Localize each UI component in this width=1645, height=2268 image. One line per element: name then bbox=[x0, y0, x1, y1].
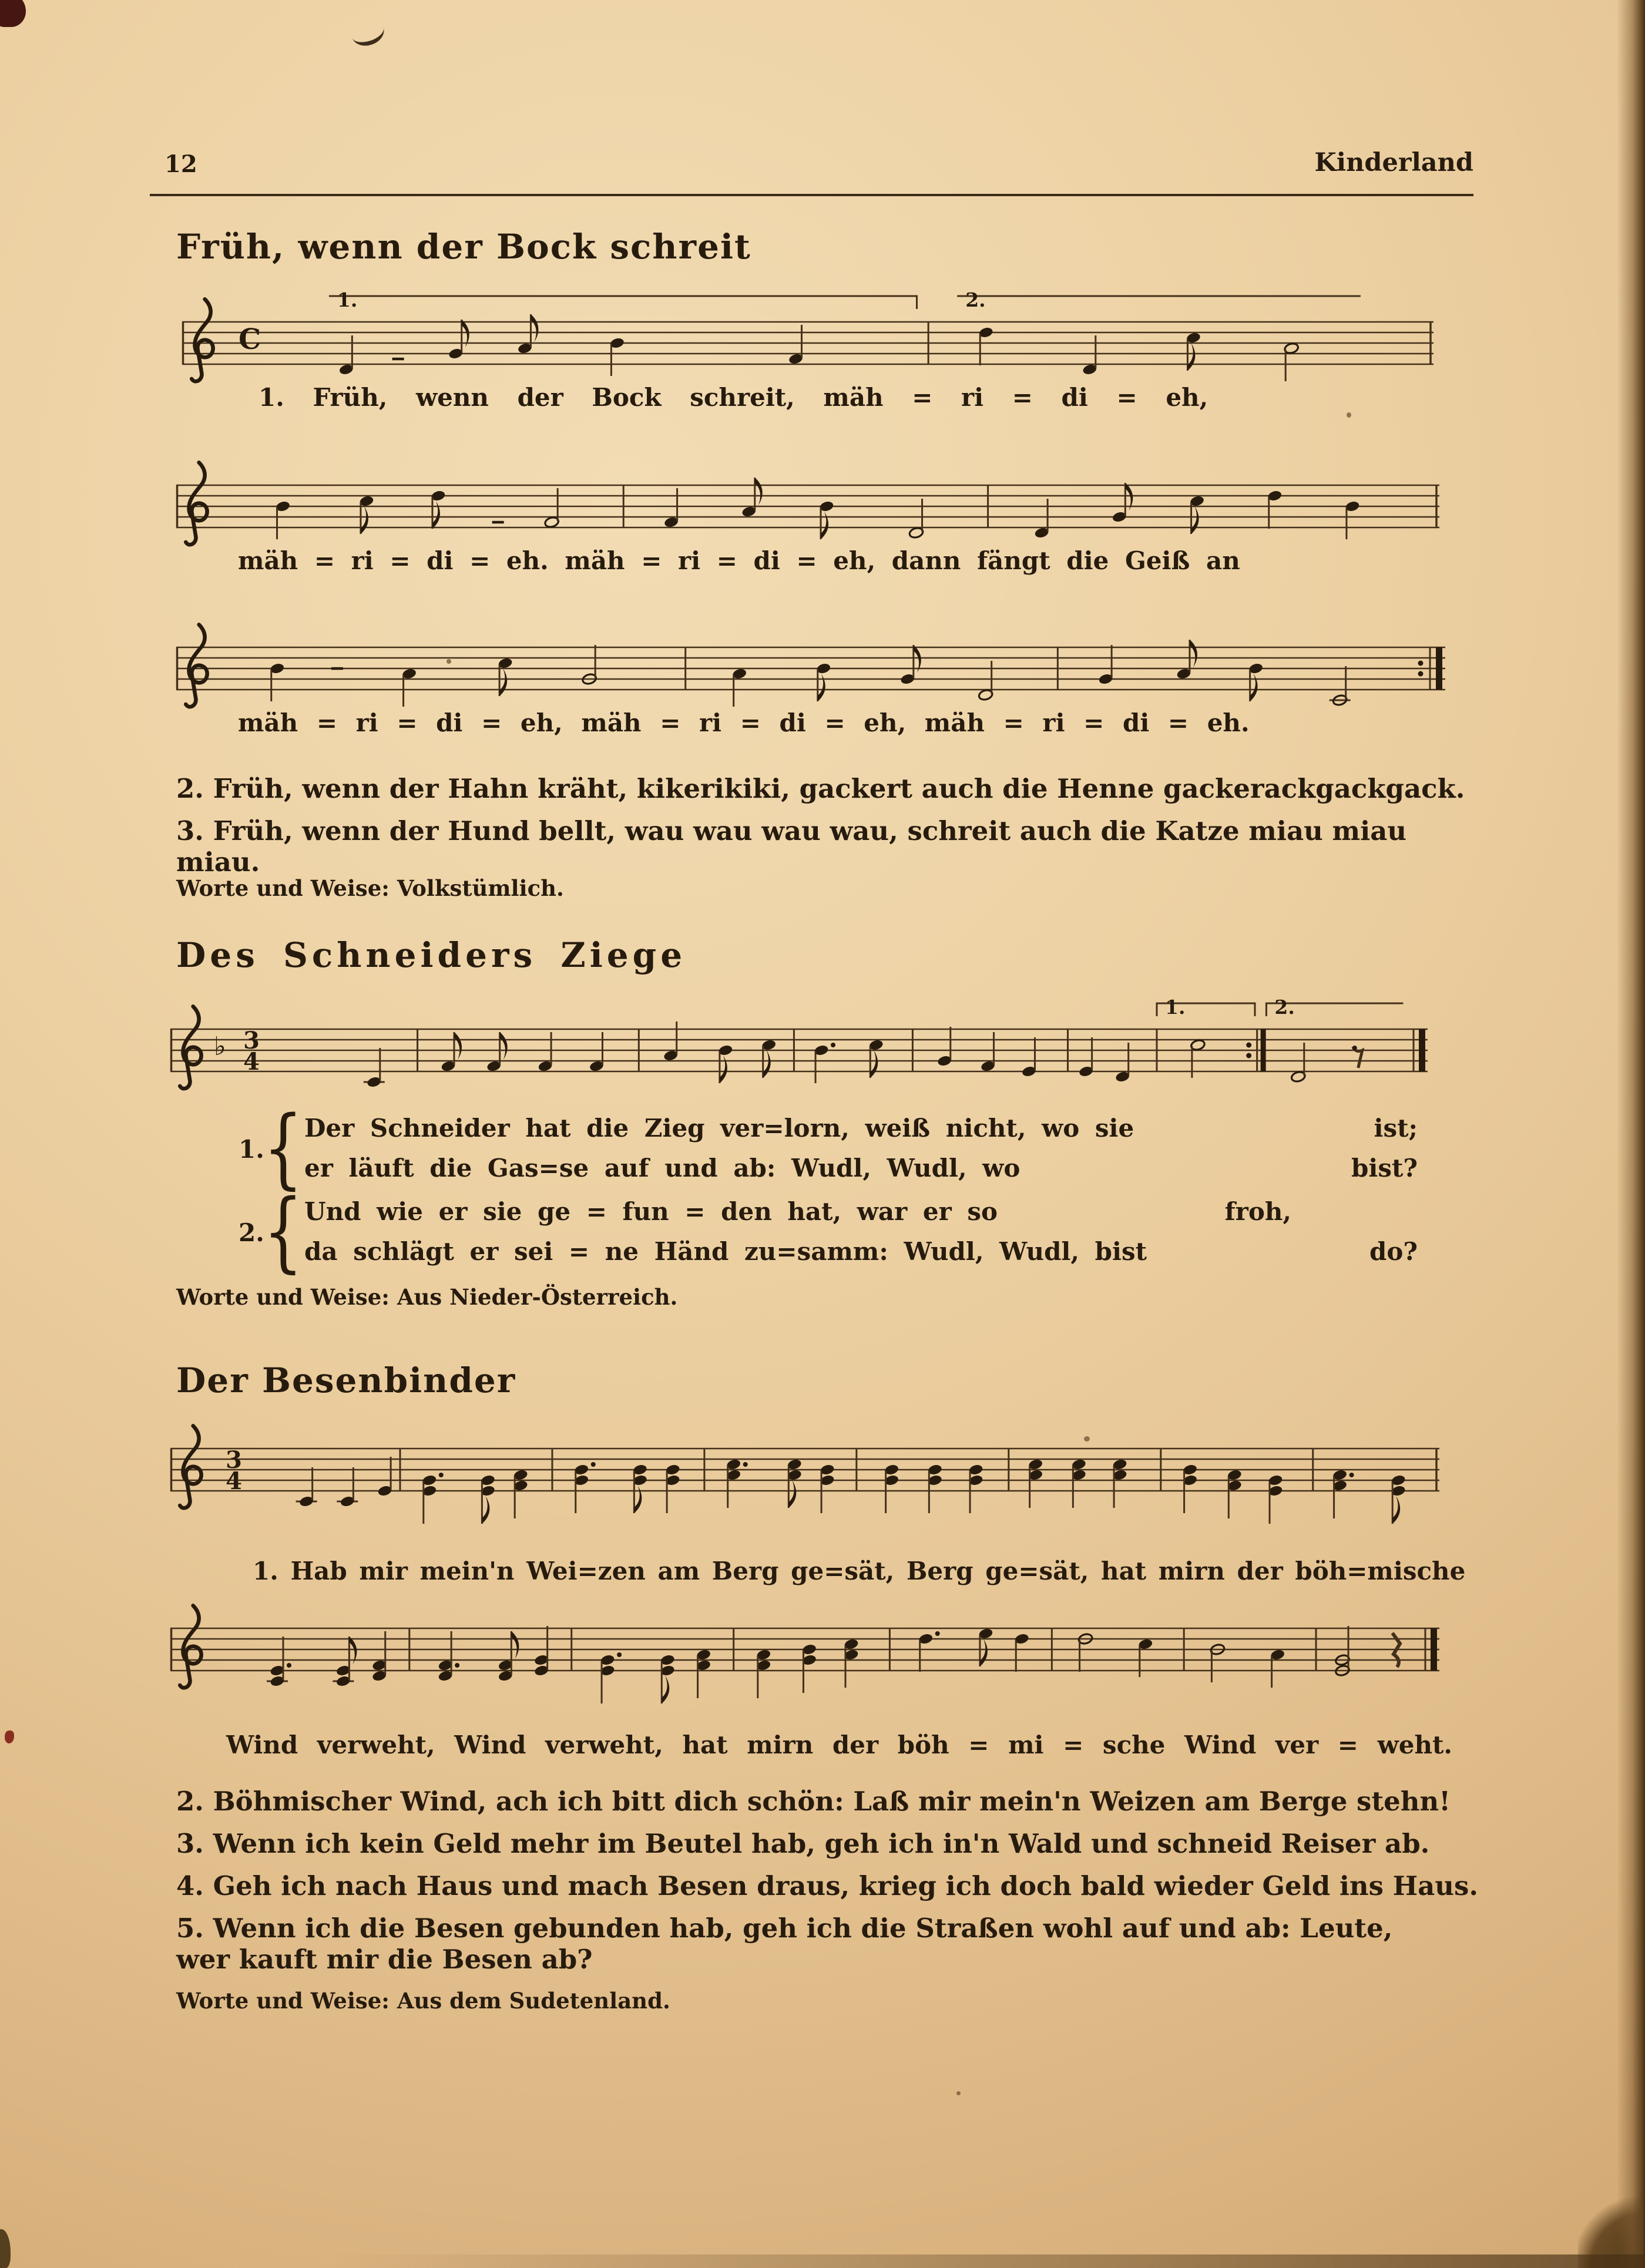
lyric-text: Der Schneider hat die Zieg ver=lorn, weiß nicht, wo sie bbox=[304, 1114, 1134, 1143]
song1-lyric-line-2: mäh = ri = di = eh. mäh = ri = di = eh, dann fängt die Geiß an bbox=[238, 546, 1240, 575]
song2-verse2-brace: { bbox=[263, 1181, 303, 1282]
lyric-text: er läuft die Gas=se auf und ab: Wudl, Wudl, wo bbox=[304, 1154, 1020, 1182]
song3-staff-1 bbox=[170, 1403, 1439, 1526]
page-edge-shadow bbox=[1617, 0, 1645, 2268]
paper-speck bbox=[1347, 412, 1351, 418]
song3-verse-5: 5. Wenn ich die Besen gebunden hab, geh ich die Straßen wohl auf und ab: Leute, wer kauft mir die Besen ab? bbox=[176, 1913, 1393, 1975]
lyric-end-word: bist? bbox=[1351, 1154, 1418, 1182]
song2-verse1-line1 bbox=[304, 1114, 1418, 1143]
song2-verse1-number: 1. bbox=[239, 1135, 264, 1164]
paper-speck bbox=[1084, 1436, 1090, 1442]
svg-text:4: 4 bbox=[226, 1467, 242, 1495]
svg-text:1.: 1. bbox=[1164, 996, 1186, 1019]
song2-verse2-line1 bbox=[304, 1197, 1291, 1226]
song1-lyric-line-3: mäh = ri = di = eh, mäh = ri = di = eh, mäh = ri = di = eh. bbox=[238, 708, 1250, 737]
svg-text:2.: 2. bbox=[965, 288, 986, 311]
scan-corner-stain bbox=[0, 0, 26, 27]
song2-source: Worte und Weise: Aus Nieder-Österreich. bbox=[176, 1284, 678, 1310]
song3-lyric-line-1: 1. Hab mir mein'n Wei=zen am Berg ge=sät, Berg ge=sät, hat mirn der böh=mische bbox=[253, 1557, 1466, 1585]
lyric-end-word: do? bbox=[1369, 1237, 1418, 1266]
song3-source: Worte und Weise: Aus dem Sudetenland. bbox=[176, 1988, 670, 2014]
song3-staff-2 bbox=[170, 1582, 1439, 1706]
song3-verse-4: 4. Geh ich nach Haus und mach Besen draus, krieg ich doch bald wieder Geld ins Haus. bbox=[176, 1870, 1479, 1901]
header-rule bbox=[150, 194, 1473, 196]
svg-text:4: 4 bbox=[243, 1048, 260, 1076]
lyric-end-word: ist; bbox=[1374, 1114, 1418, 1143]
page-number: 12 bbox=[164, 150, 197, 178]
book-title-header: Kinderland bbox=[1314, 148, 1473, 177]
svg-text:1.: 1. bbox=[337, 288, 358, 311]
song1-verse-2: 2. Früh, wenn der Hahn kräht, kikerikiki, gackert auch die Henne gackerackgackgack. bbox=[176, 773, 1465, 804]
song1-staff-1 bbox=[182, 276, 1434, 399]
song2-verse1-line2 bbox=[304, 1154, 1418, 1182]
svg-text:♭: ♭ bbox=[214, 1031, 226, 1061]
song2-verse2-number: 2. bbox=[239, 1218, 264, 1247]
song2-verse1-brace: { bbox=[263, 1097, 303, 1198]
svg-text:C: C bbox=[239, 323, 261, 356]
svg-text:3: 3 bbox=[243, 1027, 260, 1054]
song3-verse-3: 3. Wenn ich kein Geld mehr im Beutel hab, geh ich in'n Wald und schneid Reiser ab. bbox=[176, 1828, 1430, 1859]
paper-speck bbox=[446, 659, 451, 664]
lyric-end-word: froh, bbox=[1224, 1197, 1291, 1226]
song1-staff-3 bbox=[176, 602, 1445, 725]
song3-title: Der Besenbinder bbox=[176, 1360, 516, 1400]
svg-text:2.: 2. bbox=[1274, 996, 1295, 1019]
song1-source: Worte und Weise: Volkstümlich. bbox=[176, 875, 564, 901]
lyric-text: da schlägt er sei = ne Händ zu=samm: Wudl, Wudl, bist bbox=[304, 1237, 1147, 1266]
song2-verse2-line2 bbox=[304, 1237, 1418, 1266]
svg-text:3: 3 bbox=[226, 1446, 242, 1474]
pen-stroke-mark bbox=[348, 15, 388, 49]
song1-staff-2 bbox=[176, 439, 1439, 563]
page-bottom-shadow bbox=[0, 2254, 1645, 2268]
song3-verse-2: 2. Böhmischer Wind, ach ich bitt dich schön: Laß mir mein'n Weizen am Berge stehn! bbox=[176, 1786, 1451, 1817]
song1-lyric-line-1: 1. Früh, wenn der Bock schreit, mäh = ri = di = eh, bbox=[258, 383, 1208, 412]
song1-verse-3: 3. Früh, wenn der Hund bellt, wau wau wau wau, schreit auch die Katze miau miau miau. bbox=[176, 815, 1407, 878]
paper-speck bbox=[956, 2091, 961, 2095]
song2-title: Des Schneiders Ziege bbox=[176, 935, 687, 975]
lyric-text: Und wie er sie ge = fun = den hat, war er so bbox=[304, 1197, 998, 1226]
song2-staff-1 bbox=[170, 983, 1428, 1107]
song1-title: Früh, wenn der Bock schreit bbox=[176, 227, 751, 267]
red-ink-speck bbox=[5, 1731, 14, 1743]
song3-lyric-line-2: Wind verweht, Wind verweht, hat mirn der böh = mi = sche Wind ver = weht. bbox=[226, 1731, 1453, 1759]
